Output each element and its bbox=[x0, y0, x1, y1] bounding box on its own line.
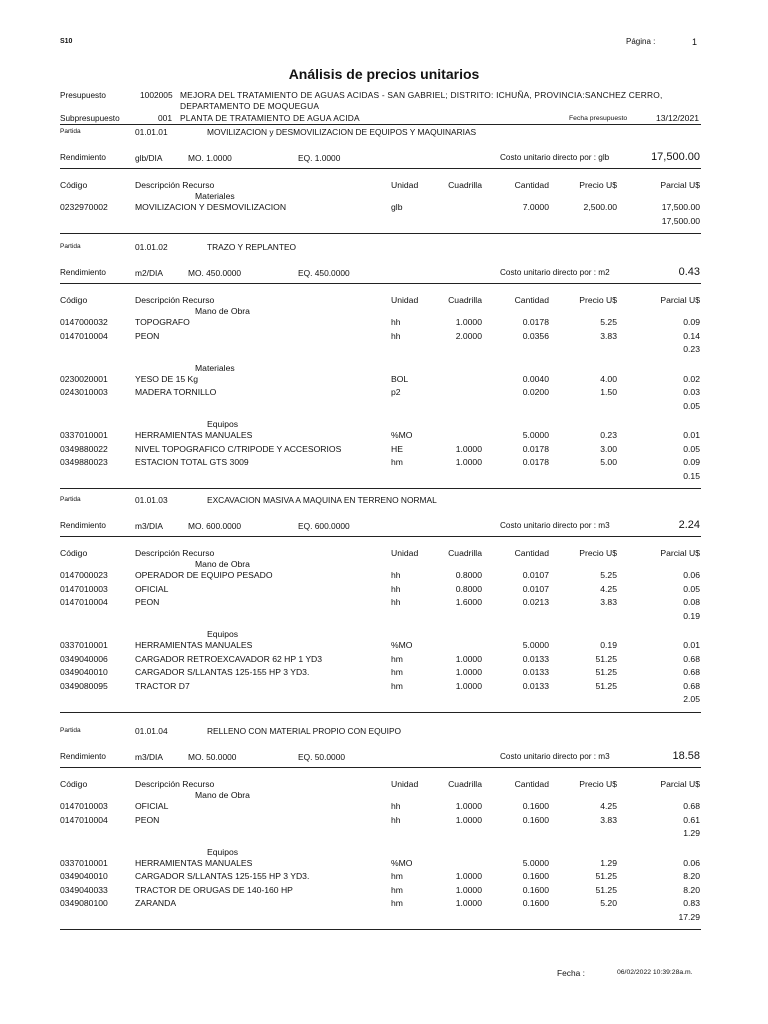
row-parcial: 0.09 bbox=[683, 317, 700, 327]
row-cuadrilla: 1.0000 bbox=[455, 457, 482, 467]
col-header-unidad: Unidad bbox=[391, 295, 419, 305]
rendimiento-mo: MO. 1.0000 bbox=[188, 153, 232, 163]
row-parcial: 0.61 bbox=[683, 814, 700, 825]
row-cantidad: 0.0133 bbox=[522, 680, 549, 691]
row-code: 0349040010 bbox=[60, 871, 108, 881]
col-header-codigo: Código bbox=[60, 180, 88, 190]
row-precio: 3.83 bbox=[600, 597, 617, 607]
col-header-precio: Precio U$ bbox=[579, 180, 617, 190]
row-cantidad: 0.0200 bbox=[522, 387, 549, 397]
costo-unitario-value: 17,500.00 bbox=[651, 151, 700, 163]
row-parcial: 0.68 bbox=[683, 680, 700, 691]
col-header-parcial: Parcial U$ bbox=[660, 295, 700, 305]
row-descripcion: PEON bbox=[135, 814, 160, 825]
group-name: Mano de Obra bbox=[195, 790, 250, 800]
col-header-cantidad: Cantidad bbox=[514, 180, 549, 190]
group-subtotal: 2.05 bbox=[683, 694, 700, 704]
row-code: 0243010003 bbox=[60, 387, 108, 397]
row-precio: 5.00 bbox=[600, 457, 617, 467]
col-header-cuadrilla: Cuadrilla bbox=[448, 180, 482, 190]
col-header-cuadrilla: Cuadrilla bbox=[448, 295, 482, 305]
col-header-parcial: Parcial U$ bbox=[660, 779, 700, 789]
row-cuadrilla: 1.0000 bbox=[455, 653, 482, 664]
report-code: S10 bbox=[60, 38, 73, 45]
row-cuadrilla: 1.6000 bbox=[455, 597, 482, 607]
row-parcial: 0.03 bbox=[683, 387, 700, 397]
row-code: 0147010004 bbox=[60, 814, 108, 825]
row-cantidad: 5.0000 bbox=[522, 640, 549, 650]
group-name: Equipos bbox=[207, 419, 239, 429]
row-parcial: 0.01 bbox=[683, 640, 700, 650]
row-cantidad: 0.1600 bbox=[522, 801, 549, 811]
row-parcial: 0.01 bbox=[683, 430, 700, 440]
row-unidad: HE bbox=[391, 443, 403, 454]
row-descripcion: TOPOGRAFO bbox=[135, 317, 190, 327]
row-cantidad: 0.0107 bbox=[522, 570, 549, 580]
group-name: Mano de Obra bbox=[195, 559, 250, 569]
row-descripcion: TRACTOR DE ORUGAS DE 140-160 HP bbox=[135, 884, 293, 895]
rendimiento-mo: MO. 50.0000 bbox=[188, 752, 237, 762]
partida-name: TRAZO Y REPLANTEO bbox=[207, 242, 297, 252]
partida-code: 01.01.01 bbox=[135, 127, 168, 137]
row-unidad: glb bbox=[391, 202, 403, 212]
row-code: 0147010003 bbox=[60, 583, 108, 594]
row-precio: 51.25 bbox=[595, 680, 617, 691]
group-name: Materiales bbox=[195, 191, 235, 201]
col-header-precio: Precio U$ bbox=[579, 295, 617, 305]
rendimiento-eq: EQ. 450.0000 bbox=[298, 268, 350, 278]
fecha-presupuesto-value: 13/12/2021 bbox=[656, 113, 700, 123]
divider bbox=[60, 124, 701, 125]
group-name: Mano de Obra bbox=[195, 306, 250, 316]
partida-label: Partida bbox=[60, 727, 81, 734]
row-unidad: hm bbox=[391, 457, 403, 467]
group-subtotal: 1.29 bbox=[683, 828, 700, 838]
row-cantidad: 0.1600 bbox=[522, 871, 549, 881]
row-descripcion: HERRAMIENTAS MANUALES bbox=[135, 430, 253, 440]
col-header-precio: Precio U$ bbox=[579, 548, 617, 558]
row-cuadrilla: 1.0000 bbox=[455, 667, 482, 677]
row-cantidad: 0.1600 bbox=[522, 898, 549, 908]
row-unidad: p2 bbox=[391, 387, 401, 397]
row-code: 0349880022 bbox=[60, 443, 108, 454]
row-cantidad: 0.0213 bbox=[522, 597, 549, 607]
row-code: 0147000032 bbox=[60, 317, 108, 327]
row-unidad: hm bbox=[391, 680, 403, 691]
row-unidad: hm bbox=[391, 653, 403, 664]
row-descripcion: OPERADOR DE EQUIPO PESADO bbox=[135, 570, 273, 580]
divider bbox=[60, 168, 701, 169]
group-subtotal: 0.19 bbox=[683, 610, 700, 621]
row-precio: 1.29 bbox=[600, 857, 617, 868]
row-code: 0349040006 bbox=[60, 653, 108, 664]
divider bbox=[60, 712, 701, 713]
row-code: 0349040033 bbox=[60, 884, 108, 895]
row-unidad: hh bbox=[391, 330, 401, 341]
row-parcial: 0.08 bbox=[683, 597, 700, 607]
rendimiento-label: Rendimiento bbox=[60, 521, 106, 530]
rendimiento-unit: m3/DIA bbox=[135, 521, 163, 531]
group-name: Equipos bbox=[207, 629, 239, 639]
row-unidad: hh bbox=[391, 597, 401, 607]
row-descripcion: HERRAMIENTAS MANUALES bbox=[135, 640, 253, 650]
row-cuadrilla: 2.0000 bbox=[455, 330, 482, 341]
row-parcial: 0.06 bbox=[683, 570, 700, 580]
col-header-cuadrilla: Cuadrilla bbox=[448, 779, 482, 789]
fecha-presupuesto-label: Fecha presupuesto bbox=[569, 115, 628, 122]
col-header-unidad: Unidad bbox=[391, 548, 419, 558]
row-cuadrilla: 1.0000 bbox=[455, 801, 482, 811]
col-header-descripcion: Descripción Recurso bbox=[135, 180, 215, 190]
row-parcial: 0.68 bbox=[683, 667, 700, 677]
col-header-cantidad: Cantidad bbox=[514, 779, 549, 789]
col-header-cantidad: Cantidad bbox=[514, 295, 549, 305]
row-parcial: 0.05 bbox=[683, 443, 700, 454]
row-precio: 4.25 bbox=[600, 583, 617, 594]
partida-code: 01.01.04 bbox=[135, 726, 168, 736]
col-header-codigo: Código bbox=[60, 548, 88, 558]
rendimiento-mo: MO. 450.0000 bbox=[188, 268, 242, 278]
col-header-cantidad: Cantidad bbox=[514, 548, 549, 558]
row-code: 0147000023 bbox=[60, 570, 108, 580]
costo-unitario-value: 2.24 bbox=[678, 519, 700, 531]
partida-name: MOVILIZACION y DESMOVILIZACION DE EQUIPOS Y MAQUINARIAS bbox=[207, 127, 477, 137]
page-title: Análisis de precios unitarios bbox=[288, 66, 480, 82]
row-precio: 5.25 bbox=[600, 570, 617, 580]
row-cantidad: 0.0133 bbox=[522, 653, 549, 664]
row-descripcion: NIVEL TOPOGRAFICO C/TRIPODE Y ACCESORIOS bbox=[135, 443, 342, 454]
divider bbox=[60, 283, 701, 284]
row-unidad: BOL bbox=[391, 373, 409, 384]
row-cuadrilla: 0.8000 bbox=[455, 570, 482, 580]
row-cuadrilla: 1.0000 bbox=[455, 317, 482, 327]
row-precio: 0.19 bbox=[600, 640, 617, 650]
col-header-parcial: Parcial U$ bbox=[660, 180, 700, 190]
row-precio: 1.50 bbox=[600, 387, 617, 397]
row-code: 0147010004 bbox=[60, 330, 108, 341]
row-cuadrilla: 1.0000 bbox=[455, 898, 482, 908]
col-header-precio: Precio U$ bbox=[579, 779, 617, 789]
col-header-unidad: Unidad bbox=[391, 180, 419, 190]
row-unidad: hh bbox=[391, 583, 401, 594]
row-unidad: hm bbox=[391, 871, 403, 881]
divider bbox=[60, 488, 701, 489]
row-unidad: hh bbox=[391, 801, 401, 811]
row-code: 0349080100 bbox=[60, 898, 108, 908]
partida-code: 01.01.03 bbox=[135, 495, 168, 505]
presupuesto-code: 1002005 bbox=[140, 90, 173, 100]
row-unidad: hh bbox=[391, 814, 401, 825]
costo-unitario-label: Costo unitario directo por : m3 bbox=[500, 752, 610, 761]
row-precio: 51.25 bbox=[595, 653, 617, 664]
partida-label: Partida bbox=[60, 243, 81, 250]
rendimiento-label: Rendimiento bbox=[60, 752, 106, 761]
row-descripcion: YESO DE 15 Kg bbox=[135, 373, 199, 384]
presupuesto-text-2: DEPARTAMENTO DE MOQUEGUA bbox=[180, 101, 320, 111]
page-label: Página : bbox=[626, 37, 656, 46]
row-cuadrilla: 1.0000 bbox=[455, 871, 482, 881]
row-precio: 3.00 bbox=[600, 443, 617, 454]
row-cantidad: 0.0040 bbox=[522, 373, 549, 384]
row-descripcion: ZARANDA bbox=[135, 898, 177, 908]
row-parcial: 0.06 bbox=[683, 857, 700, 868]
partida-name: RELLENO CON MATERIAL PROPIO CON EQUIPO bbox=[207, 726, 402, 736]
presupuesto-text: MEJORA DEL TRATAMIENTO DE AGUAS ACIDAS - SAN GABRIEL; DISTRITO: ICHUÑA, PROVINCIA:SANCHEZ CERRO, bbox=[180, 90, 663, 100]
rendimiento-mo: MO. 600.0000 bbox=[188, 521, 242, 531]
costo-unitario-value: 0.43 bbox=[678, 266, 700, 278]
row-parcial: 8.20 bbox=[683, 884, 700, 895]
row-precio: 3.83 bbox=[600, 330, 617, 341]
row-precio: 51.25 bbox=[595, 871, 617, 881]
row-code: 0147010003 bbox=[60, 801, 108, 811]
row-parcial: 0.02 bbox=[683, 373, 700, 384]
row-unidad: hh bbox=[391, 570, 401, 580]
rendimiento-unit: m2/DIA bbox=[135, 268, 163, 278]
costo-unitario-label: Costo unitario directo por : m3 bbox=[500, 521, 610, 530]
row-precio: 0.23 bbox=[600, 430, 617, 440]
row-descripcion: ESTACION TOTAL GTS 3009 bbox=[135, 457, 249, 467]
row-parcial: 0.68 bbox=[683, 801, 700, 811]
row-precio: 51.25 bbox=[595, 884, 617, 895]
footer-fecha-label: Fecha : bbox=[557, 968, 585, 978]
row-cantidad: 0.0178 bbox=[522, 443, 549, 454]
col-header-codigo: Código bbox=[60, 779, 88, 789]
row-descripcion: CARGADOR S/LLANTAS 125-155 HP 3 YD3. bbox=[135, 667, 310, 677]
row-precio: 51.25 bbox=[595, 667, 617, 677]
row-unidad: %MO bbox=[391, 640, 413, 650]
subpresupuesto-text: PLANTA DE TRATAMIENTO DE AGUA ACIDA bbox=[180, 113, 360, 123]
row-parcial: 0.09 bbox=[683, 457, 700, 467]
row-cuadrilla: 0.8000 bbox=[455, 583, 482, 594]
row-unidad: hh bbox=[391, 317, 401, 327]
costo-unitario-label: Costo unitario directo por : m2 bbox=[500, 268, 610, 277]
divider bbox=[60, 536, 701, 537]
row-descripcion: HERRAMIENTAS MANUALES bbox=[135, 857, 253, 868]
group-name: Materiales bbox=[195, 362, 235, 373]
rendimiento-unit: glb/DIA bbox=[135, 153, 163, 163]
row-parcial: 0.83 bbox=[683, 898, 700, 908]
row-cantidad: 0.0178 bbox=[522, 317, 549, 327]
col-header-unidad: Unidad bbox=[391, 779, 419, 789]
row-descripcion: PEON bbox=[135, 330, 160, 341]
col-header-descripcion: Descripción Recurso bbox=[135, 548, 215, 558]
row-descripcion: CARGADOR S/LLANTAS 125-155 HP 3 YD3. bbox=[135, 871, 310, 881]
group-name: Equipos bbox=[207, 846, 239, 857]
row-descripcion: MOVILIZACION Y DESMOVILIZACION bbox=[135, 202, 287, 212]
col-header-descripcion: Descripción Recurso bbox=[135, 295, 215, 305]
row-descripcion: TRACTOR D7 bbox=[135, 680, 190, 691]
row-cantidad: 5.0000 bbox=[522, 430, 549, 440]
row-precio: 4.25 bbox=[600, 801, 617, 811]
row-precio: 5.25 bbox=[600, 317, 617, 327]
row-parcial: 17,500.00 bbox=[661, 202, 700, 212]
row-code: 0337010001 bbox=[60, 640, 108, 650]
row-cantidad: 0.1600 bbox=[522, 884, 549, 895]
partida-name: EXCAVACION MASIVA A MAQUINA EN TERRENO NORMAL bbox=[207, 495, 437, 505]
row-descripcion: PEON bbox=[135, 597, 160, 607]
row-cuadrilla: 1.0000 bbox=[455, 680, 482, 691]
divider bbox=[60, 767, 701, 768]
group-subtotal: 0.15 bbox=[683, 470, 700, 481]
row-cuadrilla: 1.0000 bbox=[455, 884, 482, 895]
col-header-parcial: Parcial U$ bbox=[660, 548, 700, 558]
row-cantidad: 0.1600 bbox=[522, 814, 549, 825]
row-code: 0230020001 bbox=[60, 373, 108, 384]
divider bbox=[60, 233, 701, 234]
row-code: 0337010001 bbox=[60, 857, 108, 868]
row-cantidad: 0.0133 bbox=[522, 667, 549, 677]
row-cantidad: 5.0000 bbox=[522, 857, 549, 868]
page-number: 1 bbox=[692, 37, 698, 47]
rendimiento-label: Rendimiento bbox=[60, 153, 106, 162]
rendimiento-eq: EQ. 50.0000 bbox=[298, 752, 346, 762]
row-unidad: hm bbox=[391, 667, 403, 677]
rendimiento-label: Rendimiento bbox=[60, 268, 106, 277]
divider bbox=[60, 929, 701, 930]
row-code: 0337010001 bbox=[60, 430, 108, 440]
row-cuadrilla: 1.0000 bbox=[455, 814, 482, 825]
partida-label: Partida bbox=[60, 496, 81, 503]
col-header-codigo: Código bbox=[60, 295, 88, 305]
row-code: 0147010004 bbox=[60, 597, 108, 607]
group-subtotal: 17,500.00 bbox=[661, 215, 700, 226]
row-unidad: hm bbox=[391, 898, 403, 908]
costo-unitario-value: 18.58 bbox=[672, 750, 700, 762]
rendimiento-eq: EQ. 600.0000 bbox=[298, 521, 350, 531]
group-subtotal: 17.29 bbox=[678, 911, 700, 922]
row-cantidad: 0.0356 bbox=[522, 330, 549, 341]
row-code: 0349040010 bbox=[60, 667, 108, 677]
partida-code: 01.01.02 bbox=[135, 242, 168, 252]
partida-label: Partida bbox=[60, 128, 81, 135]
col-header-cuadrilla: Cuadrilla bbox=[448, 548, 482, 558]
subpresupuesto-code: 001 bbox=[158, 113, 172, 123]
row-precio: 4.00 bbox=[600, 373, 617, 384]
col-header-descripcion: Descripción Recurso bbox=[135, 779, 215, 789]
row-cuadrilla: 1.0000 bbox=[455, 443, 482, 454]
footer-fecha-value: 06/02/2022 10:39:28a.m. bbox=[617, 969, 693, 976]
row-precio: 5.20 bbox=[600, 898, 617, 908]
row-parcial: 0.05 bbox=[683, 583, 700, 594]
row-descripcion: OFICIAL bbox=[135, 583, 169, 594]
row-descripcion: OFICIAL bbox=[135, 801, 169, 811]
row-cantidad: 0.0107 bbox=[522, 583, 549, 594]
row-precio: 2,500.00 bbox=[583, 202, 617, 212]
row-cantidad: 0.0178 bbox=[522, 457, 549, 467]
group-subtotal: 0.23 bbox=[683, 344, 700, 354]
row-precio: 3.83 bbox=[600, 814, 617, 825]
costo-unitario-label: Costo unitario directo por : glb bbox=[500, 153, 610, 162]
row-cantidad: 7.0000 bbox=[522, 202, 549, 212]
row-code: 0349880023 bbox=[60, 457, 108, 467]
row-descripcion: CARGADOR RETROEXCAVADOR 62 HP 1 YD3 bbox=[135, 653, 323, 664]
row-code: 0232970002 bbox=[60, 202, 108, 212]
row-parcial: 0.68 bbox=[683, 653, 700, 664]
row-code: 0349080095 bbox=[60, 680, 108, 691]
row-descripcion: MADERA TORNILLO bbox=[135, 387, 217, 397]
presupuesto-label: Presupuesto bbox=[60, 91, 106, 100]
subpresupuesto-label: Subpresupuesto bbox=[60, 114, 120, 123]
row-unidad: %MO bbox=[391, 430, 413, 440]
row-unidad: hm bbox=[391, 884, 403, 895]
row-parcial: 8.20 bbox=[683, 871, 700, 881]
group-subtotal: 0.05 bbox=[683, 400, 700, 411]
row-unidad: %MO bbox=[391, 857, 413, 868]
row-parcial: 0.14 bbox=[683, 330, 700, 341]
rendimiento-eq: EQ. 1.0000 bbox=[298, 153, 341, 163]
rendimiento-unit: m3/DIA bbox=[135, 752, 163, 762]
